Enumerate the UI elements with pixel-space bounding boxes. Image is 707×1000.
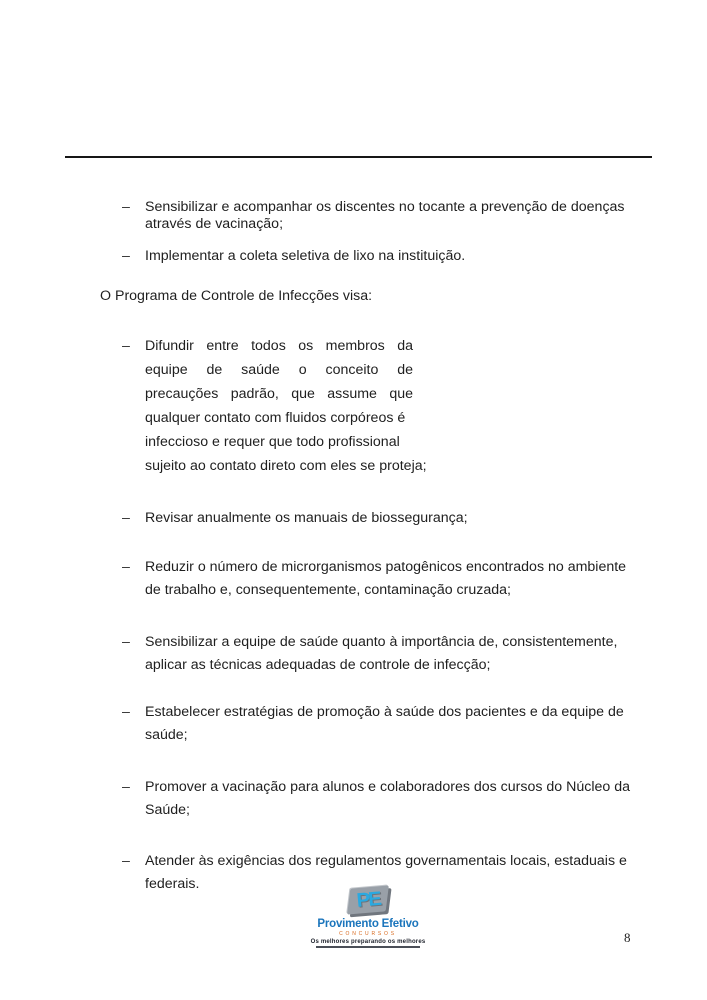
bullet-text: [145, 248, 465, 265]
dash-marker: –: [122, 779, 130, 795]
bullet-line: Revisar anualmente os manuais de biossegurança;: [145, 510, 468, 526]
provimento-efetivo-logo: [303, 887, 433, 948]
bullet-item-revisar-manuais: [122, 507, 468, 530]
dash-marker: –: [122, 704, 130, 720]
logo-brand-name: Provimento Efetivo: [317, 918, 419, 930]
bullet-line: precauções padrão, que assume que: [145, 386, 413, 402]
bullet-line: Difundir entre todos os membros da: [145, 338, 413, 354]
bullet-line: Implementar a coleta seletiva de lixo na instituição.: [145, 248, 466, 264]
bullet-item-estabelecer-estrategias: [122, 701, 624, 747]
bullet-line: Atender às exigências dos regulamentos governamentais locais, estaduais e: [145, 853, 627, 869]
bullet-text: [145, 701, 624, 747]
bullet-item-vacinacao: [122, 199, 625, 233]
bullet-line: sujeito ao contato direto com eles se proteja;: [145, 458, 427, 474]
pe-cube-icon: [347, 885, 389, 914]
bullet-line: Reduzir o número de microrganismos patogênicos encontrados no ambiente: [145, 559, 627, 575]
bullet-item-promover-vacinacao: [122, 776, 630, 822]
bullet-text: [145, 507, 468, 530]
bullet-line: através de vacinação;: [145, 216, 284, 232]
horizontal-rule: [65, 156, 652, 158]
bullet-line: qualquer contato com fluidos corpóreos é: [145, 410, 406, 426]
bullet-line: federais.: [145, 876, 200, 892]
bullet-item-coleta-seletiva: [122, 248, 465, 265]
bullet-text: [145, 334, 427, 478]
bullet-line: Saúde;: [145, 802, 190, 818]
bullet-text: [145, 631, 617, 677]
bullet-line: Sensibilizar e acompanhar os discentes no tocante a prevenção de doenças: [145, 199, 625, 215]
bullet-text: [145, 556, 626, 602]
pe-cube-letters: PE: [355, 887, 381, 912]
bullet-item-difundir-precaucoes: [122, 334, 427, 478]
logo-tagline-bar: [316, 946, 420, 948]
dash-marker: –: [122, 853, 130, 869]
logo-subtitle: CONCURSOS: [339, 931, 397, 937]
dash-marker: –: [122, 338, 130, 354]
intro-paragraph: O Programa de Controle de Infecções visa:: [100, 288, 373, 304]
dash-marker: –: [122, 634, 130, 650]
dash-marker: –: [122, 510, 130, 526]
bullet-line: Estabelecer estratégias de promoção à saúde dos pacientes e da equipe de: [145, 704, 624, 720]
bullet-item-sensibilizar-equipe: [122, 631, 617, 677]
bullet-line: Sensibilizar a equipe de saúde quanto à importância de, consistentemente,: [145, 634, 618, 650]
bullet-text: [145, 199, 625, 233]
dash-marker: –: [122, 559, 130, 575]
page-number: 8: [624, 930, 631, 945]
dash-marker: –: [122, 248, 130, 264]
bullet-line: aplicar as técnicas adequadas de controle de infecção;: [145, 657, 491, 673]
bullet-line: equipe de saúde o conceito de: [145, 362, 413, 378]
bullet-line: infeccioso e requer que todo profissional: [145, 434, 400, 450]
logo-tagline: Os melhores preparando os melhores: [310, 939, 426, 945]
bullet-text: [145, 776, 630, 822]
bullet-line: Promover a vacinação para alunos e colaboradores dos cursos do Núcleo da: [145, 779, 631, 795]
bullet-item-reduzir-microrganismos: [122, 556, 626, 602]
dash-marker: –: [122, 199, 130, 215]
bullet-line: de trabalho e, consequentemente, contaminação cruzada;: [145, 582, 511, 598]
bullet-line: saúde;: [145, 727, 188, 743]
